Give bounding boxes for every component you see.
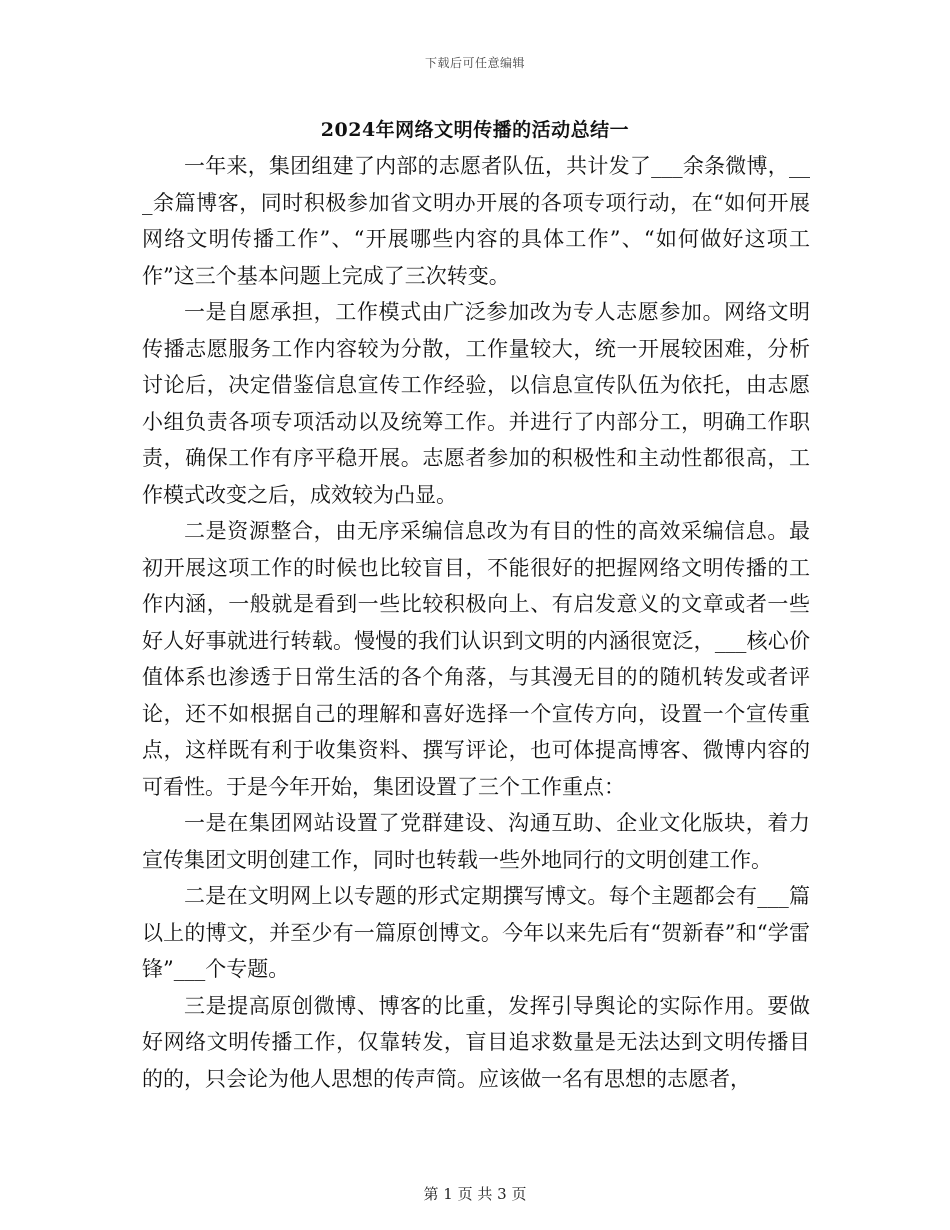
paragraph-6: 三是提高原创微博、博客的比重，发挥引导舆论的实际作用。要做好网络文明传播工作，仅靠转发，盲目追求数量是无法达到文明传播目的的，只会论为他人思想的传声筒。应该做一名有思想的志愿者，	[142, 993, 810, 1091]
document-title: 2024年网络文明传播的活动总结一	[320, 119, 630, 141]
paragraph-5: 二是在文明网上以专题的形式定期撰写博文。每个主题都会有___篇以上的博文，并至少有一篇原创博文。今年以来先后有“贺新春”和“学雷锋”___个专题。	[142, 884, 810, 981]
page-number-footer: 第 1 页 共 3 页	[423, 1185, 527, 1203]
paragraph-2: 一是自愿承担，工作模式由广泛参加改为专人志愿参加。网络文明传播志愿服务工作内容较为分散，工作量较大，统一开展较困难，分析讨论后，决定借鉴信息宣传工作经验，以信息宣传队伍为依托，由志愿小组负责各项专项活动以及统筹工作。并进行了内部分工，明确工作职责，确保工作有序平稳开展。志愿者参加的积极性和主动性都很高，工作模式改变之后，成效较为凸显。	[142, 300, 810, 507]
paragraph-3: 二是资源整合，由无序采编信息改为有目的性的高效采编信息。最初开展这项工作的时候也比较盲目，不能很好的把握网络文明传播的工作内涵，一般就是看到一些比较积极向上、有启发意义的文章或者一些好人好事就进行转载。慢慢的我们认识到文明的内涵很宽泛，___核心价值体系也渗透于日常生活的各个角落，与其漫无目的的随机转发或者评论，还不如根据自己的理解和喜好选择一个宣传方向，设置一个宣传重点，这样既有利于收集资料、撰写评论，也可体提高博客、微博内容的可看性。于是今年开始，集团设置了三个工作重点：	[142, 519, 810, 799]
page-header-note: 下载后可任意编辑	[424, 56, 525, 70]
paragraph-1: 一年来，集团组建了内部的志愿者队伍，共计发了___余条微博，___余篇博客，同时积极参加省文明办开展的各项专项行动，在“如何开展网络文明传播工作”、“开展哪些内容的具体工作”、“如何做好这项工作”这三个基本问题上完成了三次转变。	[142, 154, 810, 288]
paragraph-4: 一是在集团网站设置了党群建设、沟通互助、企业文化版块，着力宣传集团文明创建工作，同时也转载一些外地同行的文明创建工作。	[142, 811, 810, 872]
document-body	[142, 148, 810, 1097]
